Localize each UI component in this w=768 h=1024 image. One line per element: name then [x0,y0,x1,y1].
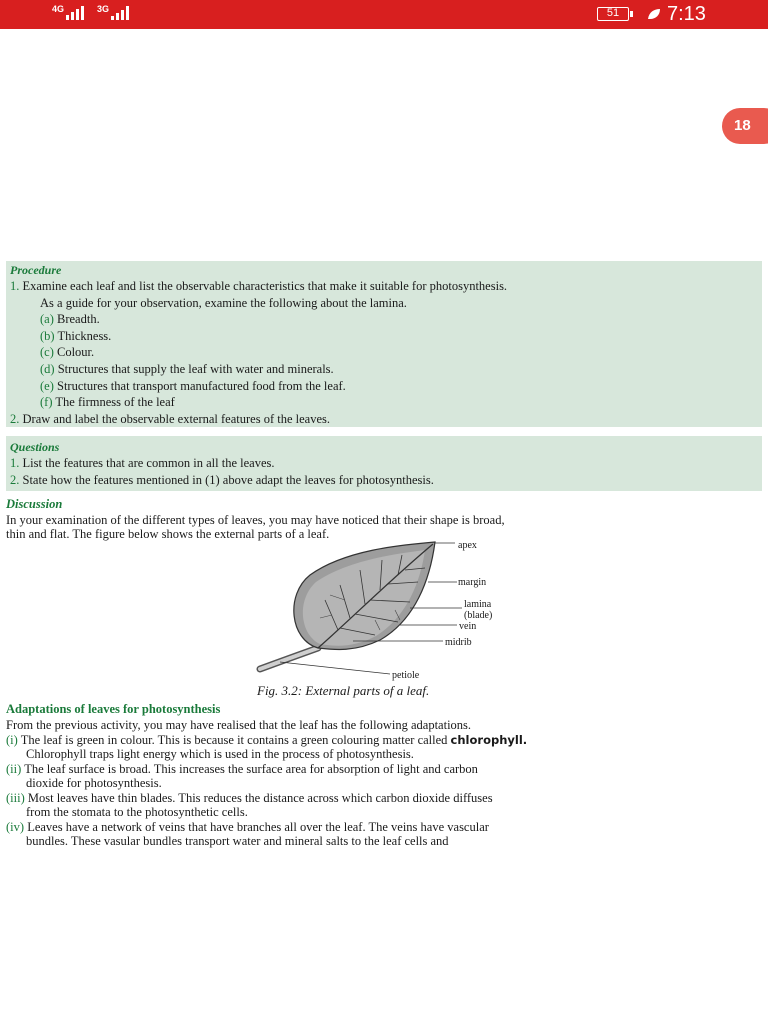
question-item: 1. List the features that are common in all the leaves. [10,456,275,470]
discussion-line-2: thin and flat. The figure below shows the external parts of a leaf. [6,527,330,541]
label-midrib: midrib [445,637,472,648]
procedure-item-1-number: 1. [10,279,20,293]
procedure-subitem: (a) Breadth. [40,312,100,327]
questions-box [6,436,762,491]
sim2-network-label: 3G [97,4,110,14]
label-lamina: lamina [464,599,492,610]
procedure-item-2: 2. Draw and label the observable external features of the leaves. [10,411,330,426]
figure-caption: Fig. 3.2: External parts of a leaf. [257,683,430,698]
procedure-subitem: (f) The firmness of the leaf [40,395,175,410]
procedure-subitem: (e) Structures that transport manufactured food from the leaf. [40,378,346,393]
sim2-signal-icon [111,6,129,20]
adaptation-ii-line2: dioxide for photosynthesis. [26,776,162,790]
adaptation-iv-line2: bundles. These vasular bundles transport water and mineral salts to the leaf cells and [26,834,449,848]
adaptation-iii-line2: from the stomata to the photosynthetic cells. [26,805,248,819]
question-item: 2. State how the features mentioned in (1) above adapt the leaves for photosynthesis. [10,472,434,487]
adaptation-i-line2: Chlorophyll traps light energy which is used in the process of photosynthesis. [26,747,414,761]
procedure-item-1-line2: As a guide for your observation, examine the following about the lamina. [40,295,407,310]
adaptations-list [6,718,527,849]
adaptation-iii-line1: (iii) Most leaves have thin blades. This reduces the distance across which carbon dioxide diffuses [6,790,493,805]
battery-nub [630,11,633,17]
questions-title: Questions [10,440,60,454]
adaptation-ii-line1: (ii) The leaf surface is broad. This increases the surface area for absorption of light and carbon [6,761,478,776]
page-number-badge[interactable]: 18 [722,108,768,144]
adaptations-title: Adaptations of leaves for photosynthesis [6,702,221,716]
procedure-subitem: (b) Thickness. [40,328,112,343]
label-vein: vein [459,621,477,632]
label-blade: (blade) [464,610,493,621]
adaptation-iv-line1: (iv) Leaves have a network of veins that have branches all over the leaf. The veins have vascular [6,819,489,834]
procedure-title: Procedure [10,263,62,277]
battery-level: 51 [606,7,620,19]
clock: 7:13 [667,3,706,25]
label-margin: margin [458,577,487,588]
sim1-network-label: 4G [52,4,65,14]
battery-saver-leaf-icon [647,8,661,20]
procedure-item-1 [10,278,758,295]
procedure-item-1-line1: Examine each leaf and list the observable characteristics that make it suitable for photosynthesis. [22,279,508,293]
label-petiole: petiole [392,670,420,681]
procedure-subitem: (d) Structures that supply the leaf with water and minerals. [40,361,334,376]
adaptation-i-line1: (i) The leaf is green in colour. This is because it contains a green colouring matter called chlorophyll. [6,732,528,747]
sim1-signal-icon [66,6,84,20]
adaptations-intro: From the previous activity, you may have realised that the leaf has the following adaptations. [6,718,472,732]
procedure-box [6,261,762,427]
label-apex: apex [458,540,477,551]
discussion-line-1: In your examination of the different types of leaves, you may have noticed that their shape is broad, [6,513,505,527]
discussion-title: Discussion [6,497,63,511]
status-bar [0,0,768,29]
battery-icon [597,7,629,21]
procedure-subitem: (c) Colour. [40,345,95,360]
